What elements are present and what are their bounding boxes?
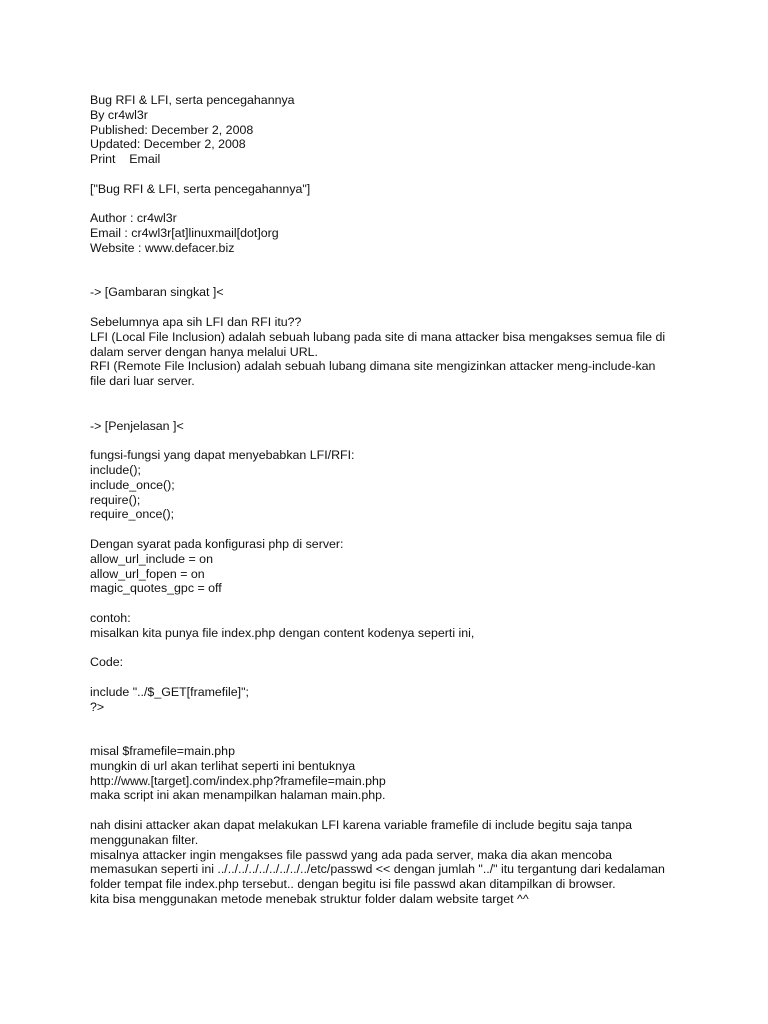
functions-line: include();	[90, 462, 141, 477]
usage-line: maka script ini akan menampilkan halaman main.php.	[90, 788, 386, 803]
quoted-title: ["Bug RFI & LFI, serta pencegahannya"]	[90, 181, 311, 196]
code-line: include "../$_GET[framefile]";	[90, 684, 249, 699]
functions-line: include_once();	[90, 477, 175, 492]
byline: By cr4wl3r	[90, 107, 148, 122]
spacer	[90, 803, 690, 818]
website-line: Website : www.defacer.biz	[90, 240, 235, 255]
config-line: allow_url_fopen = on	[90, 566, 205, 581]
attack-line: nah disini attacker akan dapat melakukan LFI karena variable framefile di include begitu saja tanpa	[90, 818, 633, 833]
section-heading-overview: -> [Gambaran singkat ]<	[90, 285, 224, 300]
spacer	[90, 167, 690, 182]
attack-line: kita bisa menggunakan metode menebak struktur folder dalam website target ^^	[90, 892, 529, 907]
spacer	[90, 300, 690, 315]
usage-line: http://www.[target].com/index.php?framefile=main.php	[90, 773, 386, 788]
author-line: Author : cr4wl3r	[90, 211, 177, 226]
spacer	[90, 389, 690, 419]
updated-date: Updated: December 2, 2008	[90, 137, 246, 152]
spacer	[90, 640, 690, 655]
spacer	[90, 522, 690, 537]
overview-line: dalam server dengan hanya melalui URL.	[90, 344, 318, 359]
article-title: Bug RFI & LFI, serta pencegahannya	[90, 93, 295, 107]
attack-line: menggunakan filter.	[90, 832, 199, 847]
spacer	[90, 433, 690, 448]
overview-line: file dari luar server.	[90, 374, 195, 389]
overview-line: Sebelumnya apa sih LFI dan RFI itu??	[90, 314, 302, 329]
config-line: allow_url_include = on	[90, 551, 213, 566]
attack-line: misalnya attacker ingin mengakses file passwd yang ada pada server, maka dia akan mencoba	[90, 847, 613, 862]
spacer	[90, 714, 690, 744]
code-label: Code:	[90, 655, 124, 670]
spacer	[90, 256, 690, 286]
overview-line: RFI (Remote File Inclusion) adalah sebuah lubang dimana site mengizinkan attacker meng-include-kan	[90, 359, 656, 374]
spacer	[90, 596, 690, 611]
example-line: misalkan kita punya file index.php dengan content kodenya seperti ini,	[90, 625, 475, 640]
config-line: Dengan syarat pada konfigurasi php di server:	[90, 536, 344, 551]
code-line: ?>	[90, 699, 105, 714]
attack-line: folder tempat file index.php tersebut.. dengan begitu isi file passwd akan ditampilkan di browser.	[90, 877, 616, 892]
config-line: magic_quotes_gpc = off	[90, 581, 222, 596]
functions-line: require();	[90, 492, 141, 507]
email-line: Email : cr4wl3r[at]linuxmail[dot]org	[90, 226, 279, 241]
published-date: Published: December 2, 2008	[90, 122, 254, 137]
overview-line: LFI (Local File Inclusion) adalah sebuah lubang pada site di mana attacker bisa mengakses semua file di	[90, 329, 666, 344]
spacer	[90, 670, 690, 685]
document-page	[90, 93, 690, 907]
functions-line: require_once();	[90, 507, 175, 522]
functions-line: fungsi-fungsi yang dapat menyebabkan LFI/RFI:	[90, 448, 355, 463]
spacer	[90, 197, 690, 212]
section-heading-explanation: -> [Penjelasan ]<	[90, 418, 184, 433]
example-line: contoh:	[90, 610, 131, 625]
usage-line: mungkin di url akan terlihat seperti ini bentuknya	[90, 758, 356, 773]
usage-line: misal $framefile=main.php	[90, 744, 235, 759]
print-email-links[interactable]: Print Email	[90, 152, 161, 167]
attack-line: memasukan seperti ini ../../../../../../../../../etc/passwd << dengan jumlah "../" itu tergantung dari kedalaman	[90, 862, 665, 877]
